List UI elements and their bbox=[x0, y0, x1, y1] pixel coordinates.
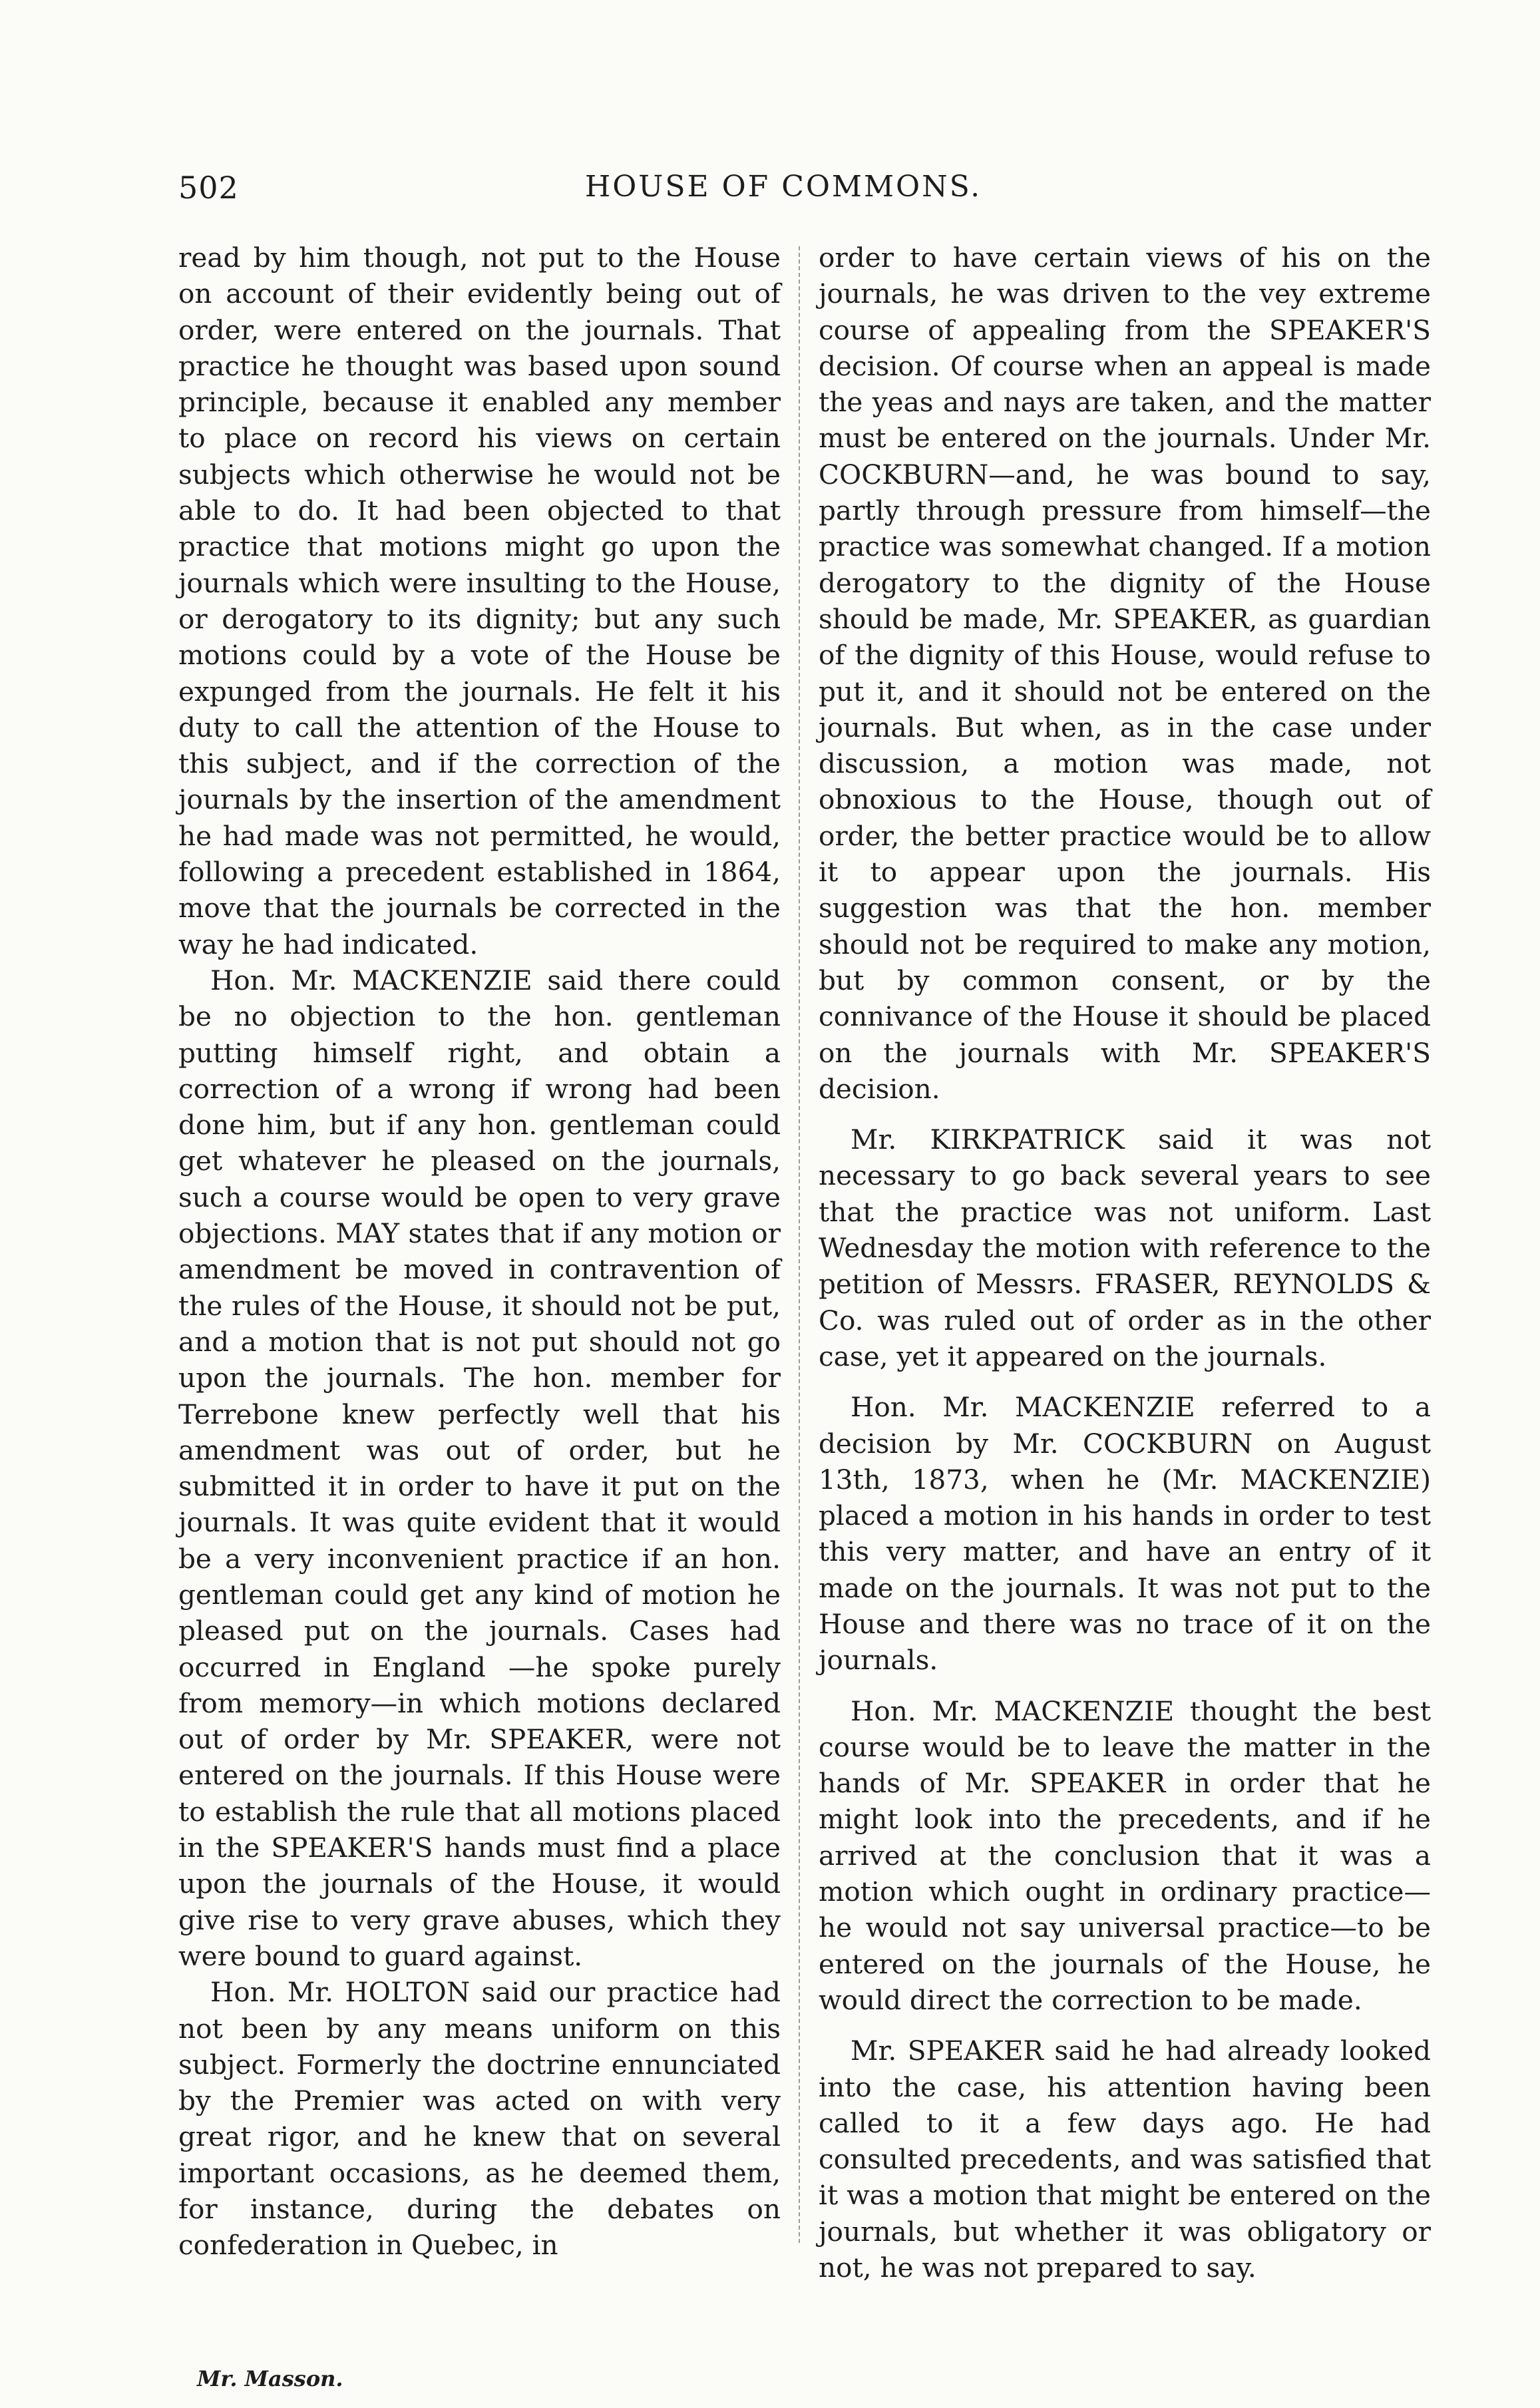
paragraph: order to have certain views of his on the journals, he was driven to the vey extreme course of appealing from the SPEAKER'S decision. Of course when an appeal is made the yeas and nays are taken, and the matter must be entered on the journals. Under Mr. COCKBURN—and, he was bound to say, partly through pressure from himself—the practice was somewhat changed. If a motion derogatory to the dignity of the House should be made, Mr. SPEAKER, as guardian of the dignity of this House, would refuse to put it, and it should not be entered on the journals. But when, as in the case under discussion, a motion was made, not obnoxious to the House, though out of order, the better practice would be to allow it to appear upon the journals. His suggestion was that the hon. member should not be required to make any motion, but by common consent, or by the connivance of the House it should be placed on the journals with Mr. SPEAKER'S decision. bbox=[819, 242, 1431, 1105]
paragraph: Mr. KIRKPATRICK said it was not necessary to go back several years to see that the practice was not uniform. Last Wednesday the motion with reference to the petition of Messrs. FRASER, REYNOLDS & Co. was ruled out of order as in the other case, yet it appeared on the journals. bbox=[819, 1123, 1431, 1372]
paragraph: read by him though, not put to the House on account of their evidently being out of order, were entered on the journals. That practice he thought was based upon sound principle, because it enabled any member to place on record his views on certain subjects which otherwise he would not be able to do. It had been objected to that practice that motions might go upon the journals which were insulting to the House, or derogatory to its dignity; but any such motions could by a vote of the House be expunged from the journals. He felt it his duty to call the attention of the House to this subject, and if the correction of the journals by the insertion of the amendment he had made was not permitted, he would, following a precedent established in 1864, move that the journals be corrected in the way he had indicated. bbox=[178, 242, 781, 960]
paragraph: Hon. Mr. MACKENZIE thought the best course would be to leave the matter in the hands of Mr. SPEAKER in order that he might look into the precedents, and if he arrived at the conclusion that it was a motion which ought in ordinary practice—he would not say universal practice—to be entered on the journals of the House, he would direct the correction to be made. bbox=[819, 1695, 1431, 2016]
column-divider bbox=[799, 246, 800, 2243]
paragraph: Mr. SPEAKER said he had already looked into the case, his attention having been called to it a few days ago. He had consulted precedents, and was satisfied that it was a motion that might be entered on the journals, but whether it was obligatory or not, he was not prepared to say. bbox=[819, 2035, 1431, 2284]
speaker-catchword: Mr. Masson. bbox=[197, 2366, 343, 2391]
right-column bbox=[819, 240, 1431, 2286]
paragraph: Hon. Mr. HOLTON said our practice had not been by any means uniform on this subject. Formerly the doctrine ennunciated by the Premier was acted on with very great rigor, and he knew that on several important occasions, as he deemed them, for instance, during the debates on confederation in Quebec, in bbox=[178, 1976, 781, 2262]
running-head: HOUSE OF COMMONS. bbox=[584, 170, 982, 204]
paragraph: Hon. Mr. MACKENZIE said there could be no objection to the hon. gentleman putting himself right, and obtain a correction of a wrong if wrong had been done him, but if any hon. gentleman could get whatever he pleased on the journals, such a course would be open to very grave objections. MAY states that if any motion or amendment be moved in contravention of the rules of the House, it should not be put, and a motion that is not put should not go upon the journals. The hon. member for Terrebone knew perfectly well that his amendment was out of order, but he submitted it in order to have it put on the journals. It was quite evident that it would be a very inconvenient practice if an hon. gentleman could get any kind of motion he pleased put on the journals. Cases had occurred in England —he spoke purely from memory—in which motions declared out of order by Mr. SPEAKER, were not entered on the journals. If this House were to establish the rule that all motions placed in the SPEAKER'S hands must find a place upon the journals of the House, it would give rise to very grave abuses, which they were bound to guard against. bbox=[178, 964, 781, 1972]
paragraph: Hon. Mr. MACKENZIE referred to a decision by Mr. COCKBURN on August 13th, 1873, when he (Mr. MACKENZIE) placed a motion in his hands in order to test this very matter, and have an entry of it made on the journals. It was not put to the House and there was no trace of it on the journals. bbox=[819, 1391, 1431, 1677]
page-number: 502 bbox=[178, 170, 239, 206]
left-column bbox=[178, 240, 781, 2264]
